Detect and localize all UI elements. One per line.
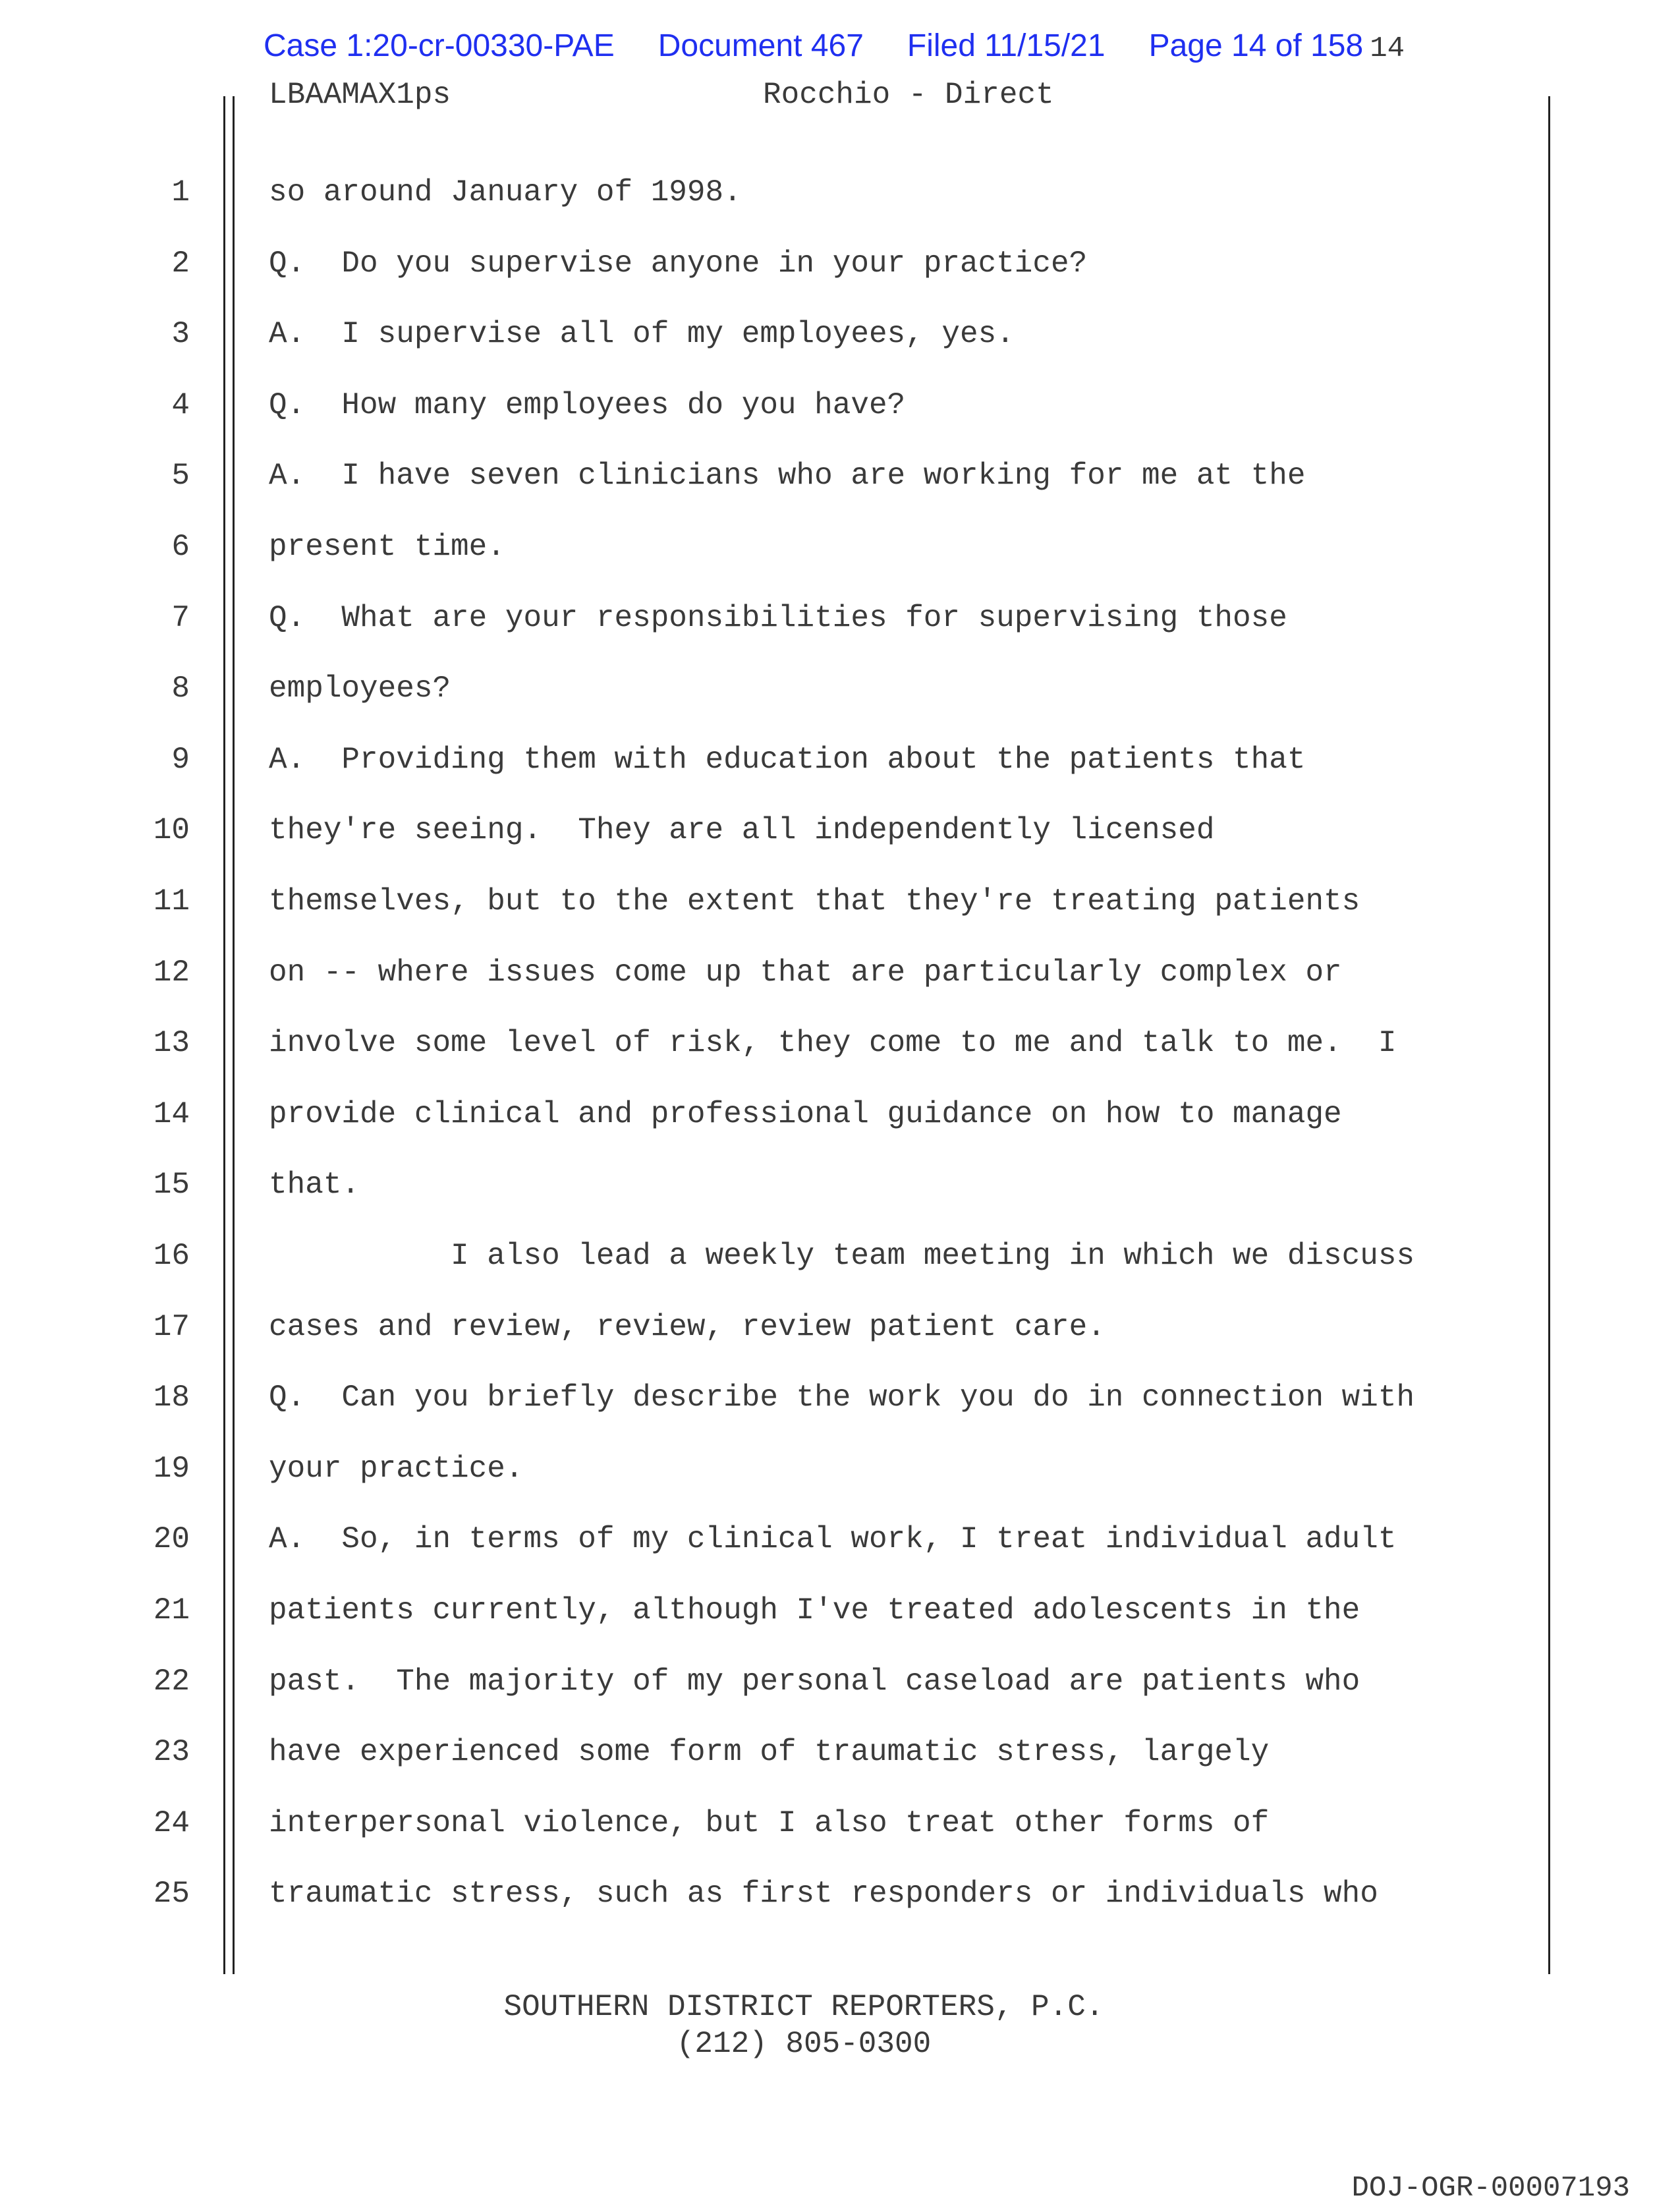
page-number: 14 — [1370, 32, 1405, 65]
filing-header — [264, 28, 1405, 65]
line-number: 4 — [171, 388, 190, 422]
margin-rule-left-outer — [223, 96, 225, 1974]
transcript-line: present time. — [269, 530, 505, 564]
line-number: 8 — [171, 671, 190, 706]
transcript-line: your practice. — [269, 1452, 524, 1486]
line-number: 5 — [171, 459, 190, 493]
line-number: 14 — [153, 1097, 190, 1131]
margin-rule-right — [1548, 96, 1550, 1974]
line-number: 21 — [153, 1593, 190, 1628]
line-number: 3 — [171, 317, 190, 351]
transcript-line: A. I supervise all of my employees, yes. — [269, 317, 1015, 351]
transcript-line: interpersonal violence, but I also treat other forms of — [269, 1806, 1270, 1840]
transcript-line: cases and review, review, review patient care. — [269, 1310, 1106, 1344]
line-number: 6 — [171, 530, 190, 564]
page-count: Page 14 of 158 — [1148, 28, 1364, 63]
bates-number: DOJ-OGR-00007193 — [1351, 2172, 1630, 2205]
transcript-line: past. The majority of my personal caseload are patients who — [269, 1664, 1360, 1699]
line-number: 11 — [153, 884, 190, 919]
transcript-line: so around January of 1998. — [269, 175, 742, 210]
line-number: 2 — [171, 246, 190, 281]
reporter-footer — [0, 1989, 1608, 2062]
transcript-line: on -- where issues come up that are particularly complex or — [269, 955, 1342, 990]
line-number: 10 — [153, 813, 190, 847]
transcript-line: provide clinical and professional guidance on how to manage — [269, 1097, 1342, 1131]
line-number: 1 — [171, 175, 190, 210]
line-number: 16 — [153, 1239, 190, 1273]
line-number: 22 — [153, 1664, 190, 1699]
transcript-line: employees? — [269, 671, 451, 706]
reporter-name: SOUTHERN DISTRICT REPORTERS, P.C. — [503, 1990, 1104, 2024]
transcript-line: Q. How many employees do you have? — [269, 388, 906, 422]
transcript-line: have experienced some form of traumatic stress, largely — [269, 1735, 1270, 1769]
case-number: Case 1:20-cr-00330-PAE — [264, 28, 615, 63]
transcript-line: A. I have seven clinicians who are working for me at the — [269, 459, 1306, 493]
transcript-id: LBAAMAX1ps — [269, 78, 451, 112]
transcript-line: Q. What are your responsibilities for supervising those — [269, 601, 1287, 635]
examination-title: Rocchio - Direct — [763, 78, 1054, 112]
line-number: 17 — [153, 1310, 190, 1344]
transcript-line: traumatic stress, such as first responders or individuals who — [269, 1877, 1378, 1911]
transcript-line: involve some level of risk, they come to me and talk to me. I — [269, 1026, 1397, 1060]
transcript-line: Q. Do you supervise anyone in your practice? — [269, 246, 1088, 281]
line-number: 12 — [153, 955, 190, 990]
line-number: 24 — [153, 1806, 190, 1840]
transcript-line: they're seeing. They are all independently licensed — [269, 813, 1215, 847]
transcript-line: that. — [269, 1168, 360, 1202]
filed-date: Filed 11/15/21 — [907, 28, 1106, 63]
line-number: 23 — [153, 1735, 190, 1769]
line-number: 7 — [171, 601, 190, 635]
transcript-line: I also lead a weekly team meeting in which we discuss — [269, 1239, 1415, 1273]
transcript-line: Q. Can you briefly describe the work you do in connection with — [269, 1380, 1415, 1415]
line-number: 15 — [153, 1168, 190, 1202]
line-number: 13 — [153, 1026, 190, 1060]
transcript-line: A. So, in terms of my clinical work, I treat individual adult — [269, 1522, 1397, 1556]
transcript-line: A. Providing them with education about the patients that — [269, 743, 1306, 777]
margin-rule-left-inner — [233, 96, 235, 1974]
line-number: 18 — [153, 1380, 190, 1415]
line-number: 19 — [153, 1452, 190, 1486]
line-number: 9 — [171, 743, 190, 777]
line-number: 20 — [153, 1522, 190, 1556]
document-number: Document 467 — [658, 28, 864, 63]
transcript-line: patients currently, although I've treated adolescents in the — [269, 1593, 1360, 1628]
transcript-line: themselves, but to the extent that they're treating patients — [269, 884, 1360, 919]
reporter-phone: (212) 805-0300 — [676, 2027, 932, 2061]
line-number: 25 — [153, 1877, 190, 1911]
